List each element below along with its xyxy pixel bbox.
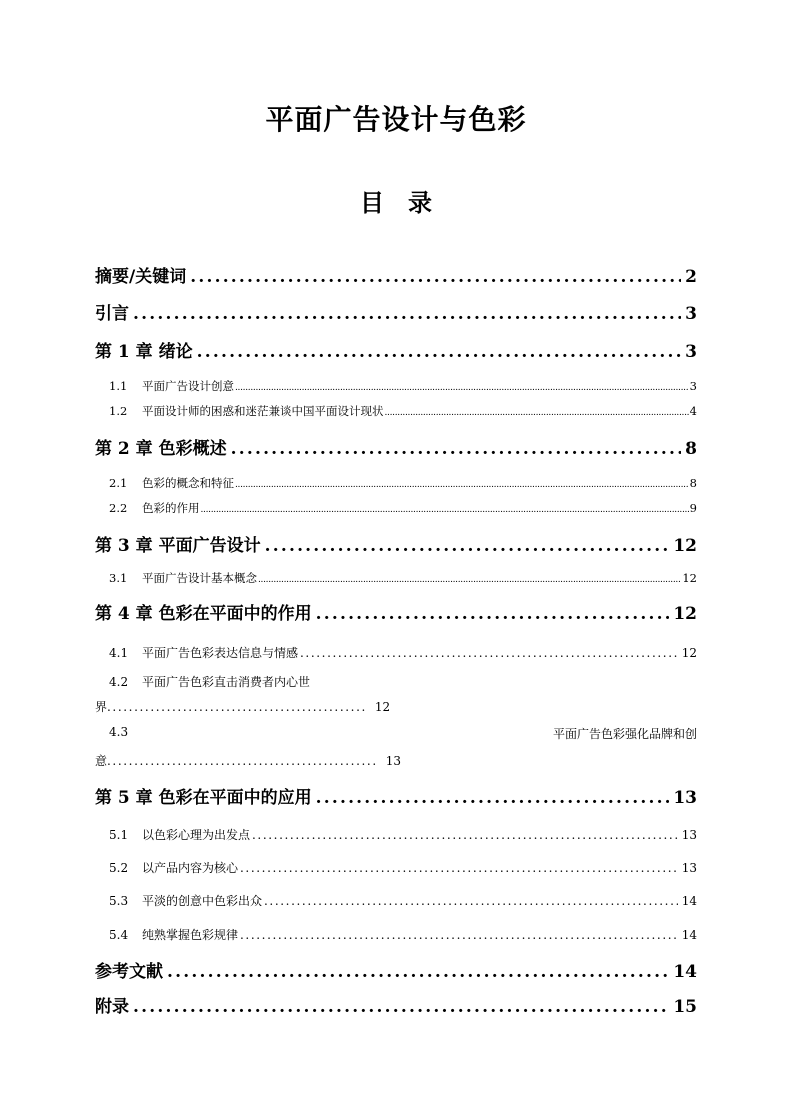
toc-entry-label: 色彩的概念和特征 <box>142 476 234 490</box>
dot-leader: .................................................. <box>107 754 378 768</box>
document-title: 平面广告设计与色彩 <box>265 103 527 136</box>
toc-entry-label: 平面广告色彩强化品牌和创 <box>552 727 697 741</box>
toc-entry-section-5-4[interactable] <box>109 926 697 944</box>
toc-entry-section-4-3[interactable] <box>531 725 697 742</box>
toc-entry-label: 平面广告色彩表达信息与情感 <box>142 646 299 660</box>
dot-leader <box>201 505 689 515</box>
toc-entry-chapter-4[interactable] <box>95 599 697 623</box>
toc-page-number: 3 <box>689 379 697 393</box>
dot-leader <box>252 828 678 842</box>
toc-page-number: 14 <box>681 928 697 942</box>
section-number: 4.3 <box>109 725 129 739</box>
toc-page-number: 3 <box>685 342 697 362</box>
toc-entry-label: 第 3 章 平面广告设计 <box>95 536 261 556</box>
toc-entry-label: 第 1 章 绪论 <box>95 342 193 362</box>
toc-entry-chapter-2[interactable] <box>95 434 697 458</box>
toc-page-number: 13 <box>681 861 697 875</box>
toc-entry-label: 第 4 章 色彩在平面中的作用 <box>95 604 312 624</box>
section-number: 4.1 <box>109 646 129 660</box>
dot-leader <box>258 575 681 585</box>
toc-entry-label: 第 5 章 色彩在平面中的应用 <box>95 788 312 808</box>
toc-entry-label: 平面广告设计创意 <box>142 379 234 393</box>
dot-leader <box>190 267 681 287</box>
toc-entry-chapter-1[interactable] <box>95 337 697 361</box>
dot-leader: ................................................ <box>107 700 367 714</box>
section-number: 2.2 <box>109 501 128 515</box>
toc-page-number: 12 <box>673 536 697 556</box>
toc-entry-section-1-1[interactable] <box>109 378 697 396</box>
dot-leader <box>316 604 670 624</box>
toc-page-number: 8 <box>685 439 697 459</box>
toc-entry-label: 平面广告设计基本概念 <box>142 571 257 585</box>
toc-entry-chapter-3[interactable] <box>95 531 697 555</box>
section-number: 5.2 <box>109 861 129 875</box>
toc-page-number: 15 <box>673 997 697 1017</box>
toc-page-number: 14 <box>681 894 697 908</box>
dot-leader <box>265 536 670 556</box>
dot-leader <box>240 928 678 942</box>
section-number: 5.1 <box>109 828 129 842</box>
section-number: 1.2 <box>109 404 128 418</box>
toc-entry-section-2-2[interactable] <box>109 500 697 518</box>
toc-entry-section-4-3-continuation[interactable] <box>95 752 401 769</box>
dot-leader <box>316 788 670 808</box>
toc-page-number: 2 <box>685 267 697 287</box>
dot-leader <box>235 480 689 490</box>
toc-entry-label: 引言 <box>95 304 129 324</box>
toc-entry-section-4-1[interactable] <box>109 644 697 662</box>
toc-page-number: 12 <box>673 604 697 624</box>
section-number: 2.1 <box>109 476 128 490</box>
toc-entry-label: 平面设计师的困惑和迷茫兼谈中国平面设计现状 <box>142 404 384 418</box>
toc-entry-section-5-2[interactable] <box>109 859 697 877</box>
toc-entry-chapter-5[interactable] <box>95 783 697 807</box>
toc-page-number: 3 <box>685 304 697 324</box>
toc-entry-section-3-1[interactable] <box>109 570 697 588</box>
toc-entry-label: 平面广告色彩直击消费者内心世 <box>142 675 311 689</box>
toc-entry-label: 以产品内容为核心 <box>142 861 239 875</box>
dot-leader <box>197 342 682 362</box>
dot-leader <box>231 439 682 459</box>
toc-entry-section-4-3-number <box>109 725 128 739</box>
section-number: 5.4 <box>109 928 129 942</box>
section-number: 4.2 <box>109 675 129 689</box>
toc-entry-section-2-1[interactable] <box>109 475 697 493</box>
toc-entry-label: 平淡的创意中色彩出众 <box>142 894 263 908</box>
section-number: 3.1 <box>109 571 128 585</box>
toc-page-number: 13 <box>385 754 402 768</box>
toc-entry-label: 纯熟掌握色彩规律 <box>142 928 239 942</box>
toc-entry-label: 参考文献 <box>95 962 163 982</box>
dot-leader <box>133 304 681 324</box>
section-number: 5.3 <box>109 894 129 908</box>
toc-entry-section-1-2[interactable] <box>109 403 697 421</box>
toc-entry-section-4-2[interactable] <box>109 673 310 690</box>
toc-entry-intro[interactable] <box>95 299 697 323</box>
toc-page-number: 13 <box>681 828 697 842</box>
dot-leader <box>264 894 678 908</box>
toc-page-number: 12 <box>681 646 697 660</box>
toc-entry-label: 色彩的作用 <box>142 501 200 515</box>
toc-entry-section-5-3[interactable] <box>109 892 697 910</box>
toc-page-number: 12 <box>374 700 391 714</box>
toc-entry-abstract[interactable] <box>95 262 697 286</box>
toc-entry-label: 第 2 章 色彩概述 <box>95 439 227 459</box>
section-number: 1.1 <box>109 379 128 393</box>
toc-entry-section-5-1[interactable] <box>109 826 697 844</box>
toc-page-number: 12 <box>682 571 697 585</box>
toc-entry-references[interactable] <box>95 957 697 981</box>
toc-entry-label: 以色彩心理为出发点 <box>142 828 251 842</box>
toc-entry-label-continuation: 界 <box>95 700 108 714</box>
toc-page-number: 9 <box>689 501 697 515</box>
toc-page-number: 14 <box>673 962 697 982</box>
dot-leader <box>235 383 689 393</box>
dot-leader <box>300 646 678 660</box>
dot-leader <box>167 962 669 982</box>
toc-entry-label: 摘要/关键词 <box>95 267 187 287</box>
dot-leader <box>385 408 689 418</box>
toc-page-number: 8 <box>689 476 697 490</box>
toc-page-number: 4 <box>689 404 697 418</box>
toc-heading: 目 录 <box>360 188 432 217</box>
toc-entry-label-continuation: 意 <box>95 754 108 768</box>
dot-leader <box>240 861 678 875</box>
toc-entry-section-4-2-continuation[interactable] <box>95 698 390 715</box>
toc-entry-label: 附录 <box>95 997 129 1017</box>
toc-page-number: 13 <box>673 788 697 808</box>
toc-entry-appendix[interactable] <box>95 992 697 1016</box>
dot-leader <box>133 997 669 1017</box>
